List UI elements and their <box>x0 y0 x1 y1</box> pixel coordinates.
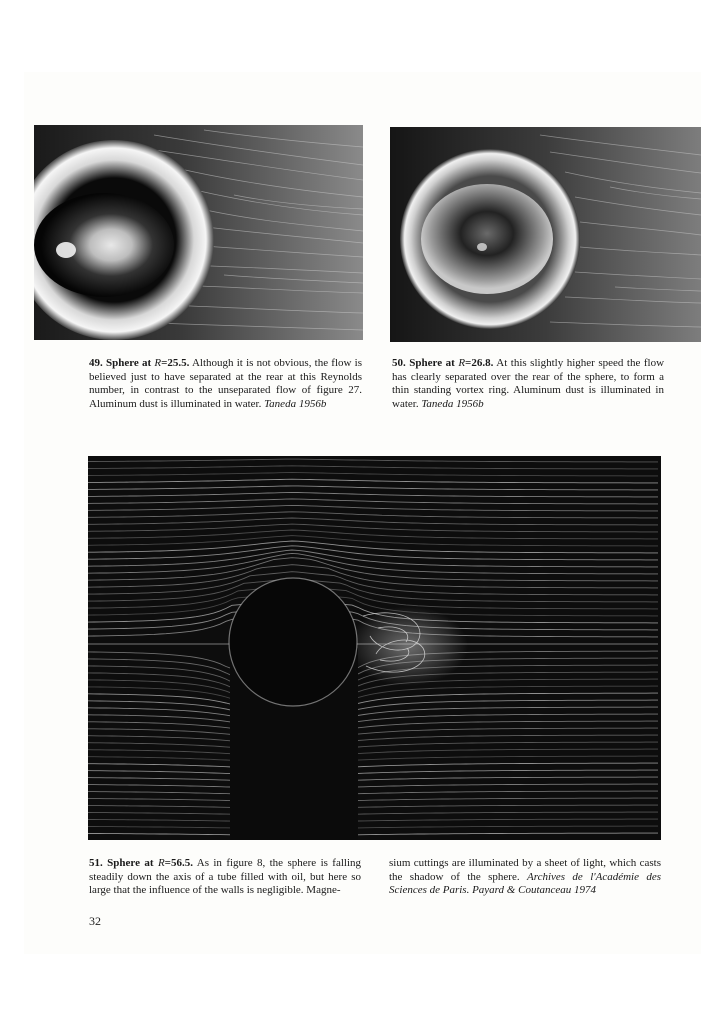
photo-credit: Taneda 1956b <box>421 397 484 410</box>
sphere-flow-image-50 <box>390 127 701 342</box>
figure-51-caption-left <box>89 857 361 898</box>
caption-body: Although it is not obvious, the flow is believed just to have separated at the rear at this Reynolds number, in contrast to the unseparated flow of figure 27. Aluminum dust is illuminated in water. <box>89 357 363 410</box>
figure-51-photo <box>88 456 661 840</box>
reynolds-symbol: R <box>154 357 162 369</box>
reynolds-value: =56.5. <box>164 857 193 869</box>
photo-credit: Archives de l'Académie des Sciences de Paris. Payard & Coutanceau 1974 <box>389 870 661 897</box>
figure-number: 51. <box>89 857 103 869</box>
figure-title: Sphere at <box>107 857 154 869</box>
figure-49-photo <box>34 125 363 340</box>
figure-number: 50. <box>392 357 406 369</box>
reynolds-symbol: R <box>458 357 466 369</box>
sphere-streamline-image-51 <box>88 456 661 840</box>
caption-body-continued: sium cuttings are illuminated by a sheet of light, which casts the shadow of the sphere. <box>389 857 661 883</box>
figure-49-caption <box>89 357 362 411</box>
figure-50-photo <box>390 127 701 342</box>
caption-body: At this slightly higher speed the flow has clearly separated over the rear of the sphere, to form a thin standing vortex ring. Aluminum dust is illuminated in water. <box>392 357 665 410</box>
reynolds-symbol: R <box>157 857 165 869</box>
caption-body: As in figure 8, the sphere is falling steadily down the axis of a tube filled with oil, but here so large that the influence of the walls is negligible. Magne- <box>89 857 362 897</box>
figure-50-caption <box>392 357 664 411</box>
reynolds-value: =26.8. <box>465 357 494 369</box>
figure-51-caption-right <box>389 857 661 898</box>
page-number: 32 <box>89 914 101 928</box>
figure-number: 49. <box>89 357 103 369</box>
photo-credit: Taneda 1956b <box>264 397 327 410</box>
figure-title: Sphere at <box>409 357 455 369</box>
figure-title: Sphere at <box>105 357 152 369</box>
reynolds-value: =25.5. <box>161 357 190 369</box>
sphere-flow-image-49 <box>34 125 363 340</box>
